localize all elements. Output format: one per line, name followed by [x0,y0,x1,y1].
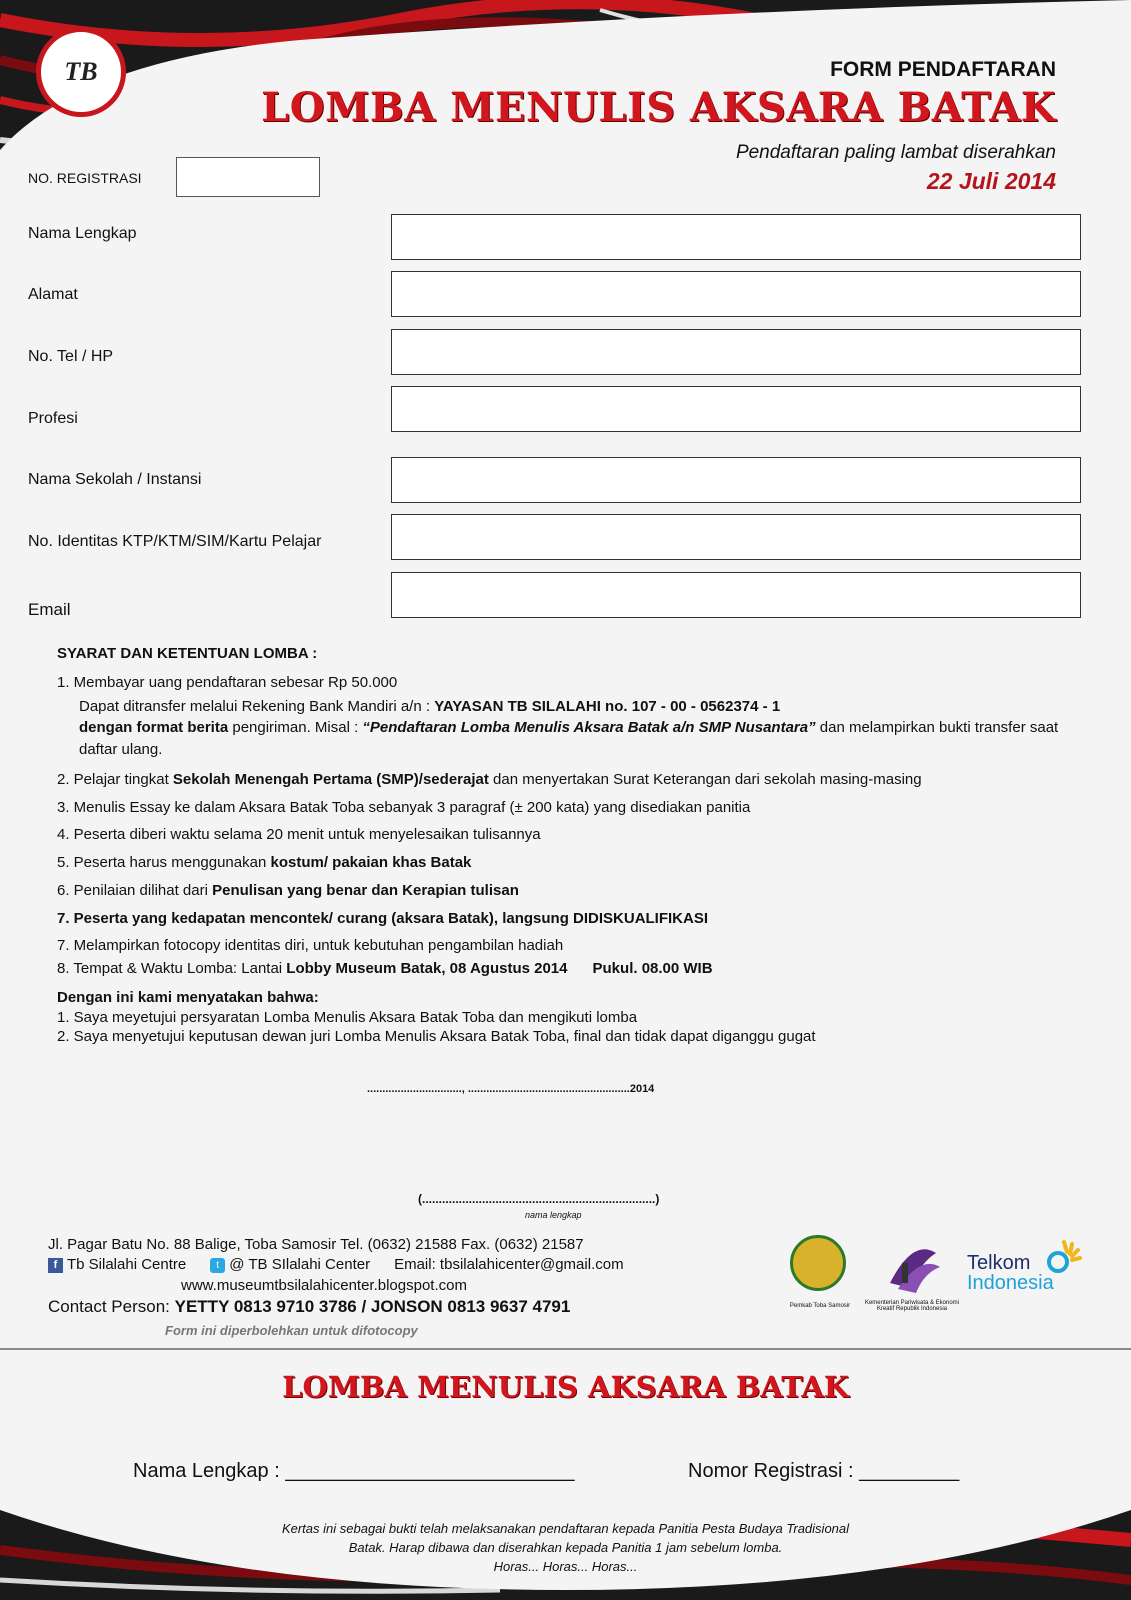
declaration-section [57,988,1087,1047]
toba-samosir-seal-icon [790,1235,846,1291]
field-label-telp: No. Tel / HP [28,348,114,365]
photocopy-note: Form ini diperbolehkan untuk difotocopy [165,1323,418,1338]
terms-item-7b: 7. Melampirkan fotocopy identitas diri, untuk kebutuhan pengambilan hadiah [57,937,564,955]
address: Jl. Pagar Batu No. 88 Balige, Toba Samosir Tel. (0632) 21588 Fax. (0632) 21587 [48,1236,584,1253]
receipt-note-1: Kertas ini sebagai bukti telah melaksanakan pendaftaran kepada Panitia Pesta Budaya Tradisional [281,1521,850,1536]
contact-person [48,1296,624,1319]
terms-item-1-detail [57,696,1087,761]
sponsor1-caption: Pemkab Toba Samosir [789,1303,851,1309]
twitter-label: @ TB SIlalahi Center [229,1256,371,1274]
telkom-name: Telkom [967,1252,1031,1274]
declaration-heading: Dengan ini kami menyatakan bahwa: [57,989,319,1006]
signature-caption: nama lengkap [525,1210,582,1220]
terms-item-8-c: Pukul. 08.00 WIB [592,960,713,977]
terms-item-5-a: 5. Peserta harus menggunakan [57,854,271,871]
field-label-alamat: Alamat [28,286,78,303]
registration-input[interactable] [176,157,320,197]
facebook-label: Tb Silalahi Centre [67,1256,187,1274]
terms-item-1: 1. Membayar uang pendaftaran sebesar Rp 50.000 [57,673,398,691]
format-tail: dan melampirkan bukti transfer saat daftar ulang. [79,719,1059,758]
terms-item-2-a: 2. Pelajar tingkat [57,770,173,788]
declaration-line-1: 1. Saya meyetujui persyaratan Lomba Menulis Aksara Batak Toba dan mengikuti lomba [57,1008,638,1026]
receipt-note-3: Horas... Horas... Horas... [493,1558,638,1574]
terms-item-2-c: dan menyertakan Surat Keterangan dari sekolah masing-masing [488,770,922,788]
terms-item-8 [57,958,1087,980]
terms-item-5 [57,852,1087,874]
twitter-link[interactable] [210,1255,370,1275]
format-label: dengan format berita [79,719,229,737]
facebook-icon: f [48,1258,63,1273]
date-line: ..............................., .....................................................2014 [367,1083,655,1095]
terms-heading: SYARAT DAN KETENTUAN LOMBA : [57,645,318,662]
receipt-name-field[interactable]: Nama Lengkap : __________________________ [133,1460,575,1482]
profesi-input[interactable] [391,386,1081,432]
twitter-icon: t [210,1258,225,1273]
telp-input[interactable] [391,329,1081,375]
email-link[interactable]: Email: tbsilalahicenter@gmail.com [394,1256,624,1274]
page-title: LOMBA MENULIS AKSARA BATAK [261,84,1056,131]
deadline-text: Pendaftaran paling lambat diserahkan [735,142,1056,163]
field-label-email: Email [28,600,71,619]
terms-section [57,643,1087,986]
facebook-link[interactable] [48,1255,186,1275]
bank-text: Dapat ditransfer melalui Rekening Bank Mandiri a/n : [79,697,435,715]
terms-item-2-b: Sekolah Menengah Pertama (SMP)/sederajat [172,770,489,788]
format-example: “Pendaftaran Lomba Menulis Aksara Batak a/n SMP Nusantara” [362,719,816,737]
declaration-line-2: 2. Saya menyetujui keputusan dewan juri Lomba Menulis Aksara Batak Toba, final dan tidak dapat diganggu gugat [57,1028,816,1045]
receipt-title: LOMBA MENULIS AKSARA BATAK [282,1370,849,1404]
social-row [48,1255,624,1275]
format-text: pengiriman. Misal : [228,719,363,737]
field-label-sekolah: Nama Sekolah / Instansi [28,471,202,488]
contact-value: YETTY 0813 9710 3786 / JONSON 0813 9637 4791 [174,1296,571,1316]
registration-label: NO. REGISTRASI [28,170,142,186]
terms-item-8-b: Lobby Museum Batak, 08 Agustus 2014 [286,960,568,977]
deadline-date: 22 Juli 2014 [926,168,1056,194]
bank-account: YAYASAN TB SILALAHI no. 107 - 00 - 0562374 - 1 [434,697,781,715]
signature-line: (......................................................................) [418,1192,660,1206]
receipt-note [0,1520,1131,1577]
terms-item-5-b: kostum/ pakaian khas Batak [270,854,472,871]
receipt-registration-field[interactable]: Nomor Registrasi : _________ [688,1460,960,1482]
terms-item-6 [57,880,1087,902]
identitas-input[interactable] [391,514,1081,560]
terms-item-2 [57,769,1087,791]
terms-item-8-a: 8. Tempat & Waktu Lomba: Lantai [57,960,287,977]
contact-block [48,1235,624,1319]
telkom-country: Indonesia [967,1272,1054,1294]
website-link[interactable]: www.museumtbsilalahicenter.blogspot.com [181,1276,467,1294]
sponsor2-caption: Kementerian Pariwisata & Ekonomi Kreatif Republik Indonesia [864,1300,960,1312]
form-label: FORM PENDAFTARAN [830,58,1056,81]
kemenparekraf-logo-icon [880,1233,946,1295]
telkom-wordmark [967,1253,1054,1293]
field-label-identitas: No. Identitas KTP/KTM/SIM/Kartu Pelajar [28,533,322,550]
tb-logo [36,27,126,117]
nama-lengkap-input[interactable] [391,214,1081,260]
sekolah-input[interactable] [391,457,1081,503]
terms-item-4: 4. Peserta diberi waktu selama 20 menit untuk menyelesaikan tulisannya [57,826,541,844]
alamat-input[interactable] [391,271,1081,317]
terms-item-6-b: Penulisan yang benar dan Kerapian tulisan [212,881,519,899]
contact-label: Contact Person: [48,1296,175,1316]
terms-item-7a: 7. Peserta yang kedapatan mencontek/ curang (aksara Batak), langsung DIDISKUALIFIKASI [57,909,709,927]
receipt-note-2: Batak. Harap dibawa dan diserahkan kepada Panitia 1 jam sebelum lomba. [348,1539,783,1555]
terms-item-3: 3. Menulis Essay ke dalam Aksara Batak Toba sebanyak 3 paragraf (± 200 kata) yang disediakan panitia [57,798,751,816]
terms-item-6-a: 6. Penilaian dilihat dari [57,881,213,899]
field-label-nama: Nama Lengkap [28,225,137,242]
logo-text: TB [64,57,98,86]
field-label-profesi: Profesi [28,410,78,427]
email-input[interactable] [391,572,1081,618]
cut-line [0,1348,1131,1350]
